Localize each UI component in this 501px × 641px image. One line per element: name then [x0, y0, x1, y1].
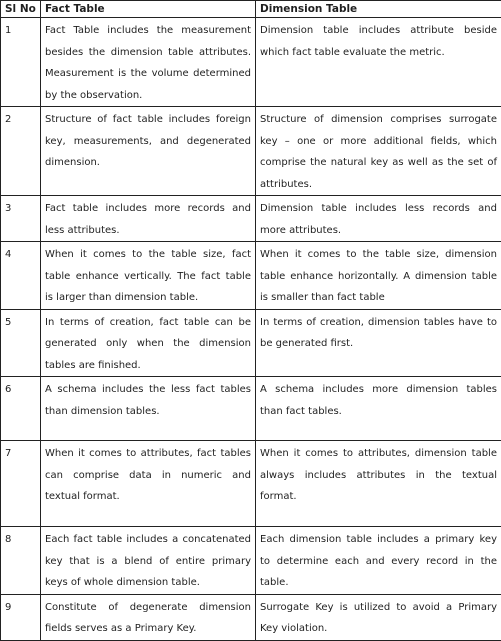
row-number: 8 [1, 527, 41, 595]
fact-cell: When it comes to the table size, fact table enhance vertically. The fact table is larger than dimension table. [41, 242, 256, 310]
dimension-cell: A schema includes more dimension tables than fact tables. [256, 377, 501, 441]
table-row [1, 107, 501, 196]
fact-cell: In terms of creation, fact table can be generated only when the dimension tables are finished. [41, 309, 256, 377]
dimension-cell: When it comes to attributes, dimension table always includes attributes in the textual format. [256, 441, 501, 527]
header-fact-table: Fact Table [41, 1, 256, 18]
dimension-cell: Structure of dimension comprises surrogate key – one or more additional fields, which comprise the natural key as well as the set of attributes. [256, 107, 501, 196]
table-row [1, 242, 501, 310]
table-row [1, 18, 501, 107]
dimension-cell: Each dimension table includes a primary key to determine each and every record in the table. [256, 527, 501, 595]
dimension-cell: Dimension table includes less records and more attributes. [256, 196, 501, 242]
dimension-cell: Dimension table includes attribute beside which fact table evaluate the metric. [256, 18, 501, 107]
row-number: 4 [1, 242, 41, 310]
fact-cell: Structure of fact table includes foreign key, measurements, and degenerated dimension. [41, 107, 256, 196]
table-row [1, 309, 501, 377]
row-number: 2 [1, 107, 41, 196]
fact-cell: When it comes to attributes, fact tables can comprise data in numeric and textual format. [41, 441, 256, 527]
fact-cell: Each fact table includes a concatenated key that is a blend of entire primary keys of whole dimension table. [41, 527, 256, 595]
row-number: 7 [1, 441, 41, 527]
dimension-cell: When it comes to the table size, dimension table enhance horizontally. A dimension table is smaller than fact table [256, 242, 501, 310]
fact-cell: Fact table includes more records and less attributes. [41, 196, 256, 242]
header-sl-no: Sl No [1, 1, 41, 18]
row-number: 1 [1, 18, 41, 107]
fact-cell: A schema includes the less fact tables than dimension tables. [41, 377, 256, 441]
header-dimension-table: Dimension Table [256, 1, 501, 18]
fact-cell: Fact Table includes the measurement besides the dimension table attributes. Measurement is the volume determined by the observation. [41, 18, 256, 107]
row-number: 3 [1, 196, 41, 242]
dimension-cell: Surrogate Key is utilized to avoid a Primary Key violation. [256, 594, 501, 640]
header-row [1, 1, 501, 18]
row-number: 5 [1, 309, 41, 377]
table-row [1, 594, 501, 640]
dimension-cell: In terms of creation, dimension tables have to be generated first. [256, 309, 501, 377]
row-number: 9 [1, 594, 41, 640]
table-row [1, 377, 501, 441]
row-number: 6 [1, 377, 41, 441]
table-row [1, 527, 501, 595]
fact-cell: Constitute of degenerate dimension fields serves as a Primary Key. [41, 594, 256, 640]
table-row [1, 441, 501, 527]
table-row [1, 196, 501, 242]
